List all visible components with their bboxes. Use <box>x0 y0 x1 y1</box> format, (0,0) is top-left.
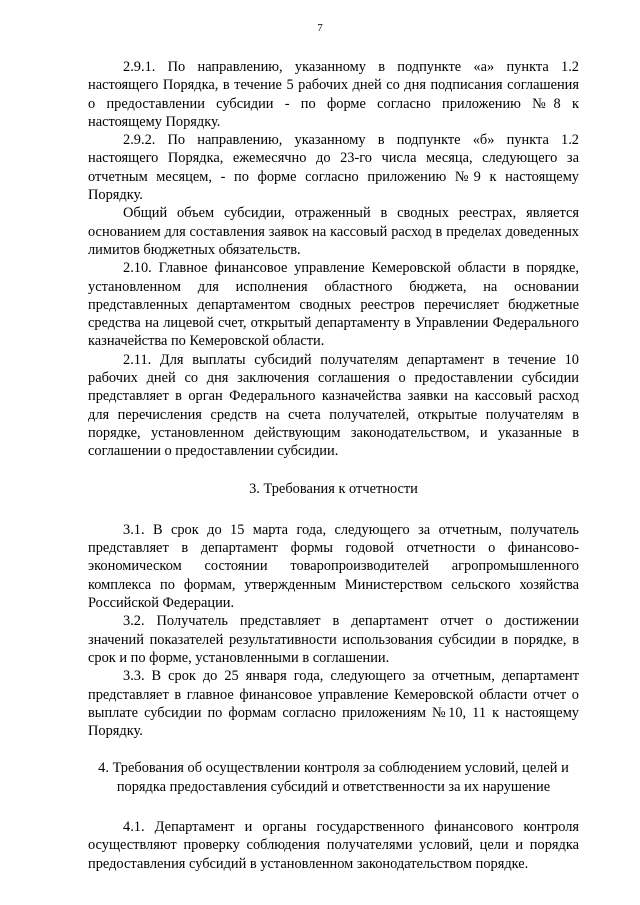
paragraph-2-9-1: 2.9.1. По направлению, указанному в подпункте «а» пункта 1.2 настоящего Порядка, в течение 5 рабочих дней со дня подписания соглашения о предоставлении субсидии - по форме согласно приложению №8 к настоящему Порядку. <box>88 59 579 130</box>
section-4-heading-line-2: порядка предоставления субсидий и ответственности за их нарушение <box>116 778 551 795</box>
section-3-heading: 3. Требования к отчетности <box>249 480 418 497</box>
paragraph-3-2: 3.2. Получатель представляет в департамент отчет о достижении значений показателей результативности использования субсидии в порядке, в срок и по форме, установленными в соглашении. <box>88 613 579 666</box>
paragraph-total-subsidy: Общий объем субсидии, отраженный в сводных реестрах, является основанием для составления заявок на кассовый расход в пределах доведенных лимитов бюджетных обязательств. <box>88 205 579 258</box>
paragraph-3-1: 3.1. В срок до 15 марта года, следующего за отчетным, получатель представляет в департамент формы годовой отчетности о финансово-экономическом состоянии товаропроизводителей агропромышленного комплекса по формам, утвержденным Министерством сельского хозяйства Российской Федерации. <box>88 521 579 612</box>
paragraph-3-3: 3.3. В срок до 25 января года, следующего за отчетным, департамент представляет в главное финансовое управление Кемеровской области отчет о выплате субсидии по формам согласно приложениям №10, 11 к настоящему Порядку. <box>88 668 579 740</box>
paragraph-2-9-2: 2.9.2. По направлению, указанному в подпункте «б» пункта 1.2 настоящего Порядка, ежемесячно до 23-го числа месяца, следующего за отчетным месяцем, - по форме согласно приложению №9 к настоящему Порядку. <box>88 132 579 204</box>
document-body <box>88 58 579 873</box>
section-4-heading-line-1: 4. Требования об осуществлении контроля за соблюдением условий, целей и <box>98 760 569 777</box>
paragraph-2-10: 2.10. Главное финансовое управление Кемеровской области в порядке, установленном для исполнения областного бюджета, на основании представленных департаментом сводных реестров перечисляет бюджетные средства на лицевой счет, открытый департаменту в Управлении Федерального казначейства по Кемеровской области. <box>88 260 579 350</box>
page-number: 7 <box>317 22 323 34</box>
paragraph-2-11: 2.11. Для выплаты субсидий получателям департамент в течение 10 рабочих дней со дня заключения соглашения о предоставлении субсидии представляет в орган Федерального казначейства заявки на кассовый расход для перечисления средств на счета получателей, открытые получателям в порядке, установленном действующим законодательством, и указанные в соглашении о предоставлении субсидии. <box>88 351 579 460</box>
section-4-heading <box>88 759 579 796</box>
paragraph-4-1: 4.1. Департамент и органы государственного финансового контроля осуществляют проверку соблюдения получателями условий, цели и порядка предоставления субсидий в установленном законодательством порядке. <box>88 818 579 872</box>
